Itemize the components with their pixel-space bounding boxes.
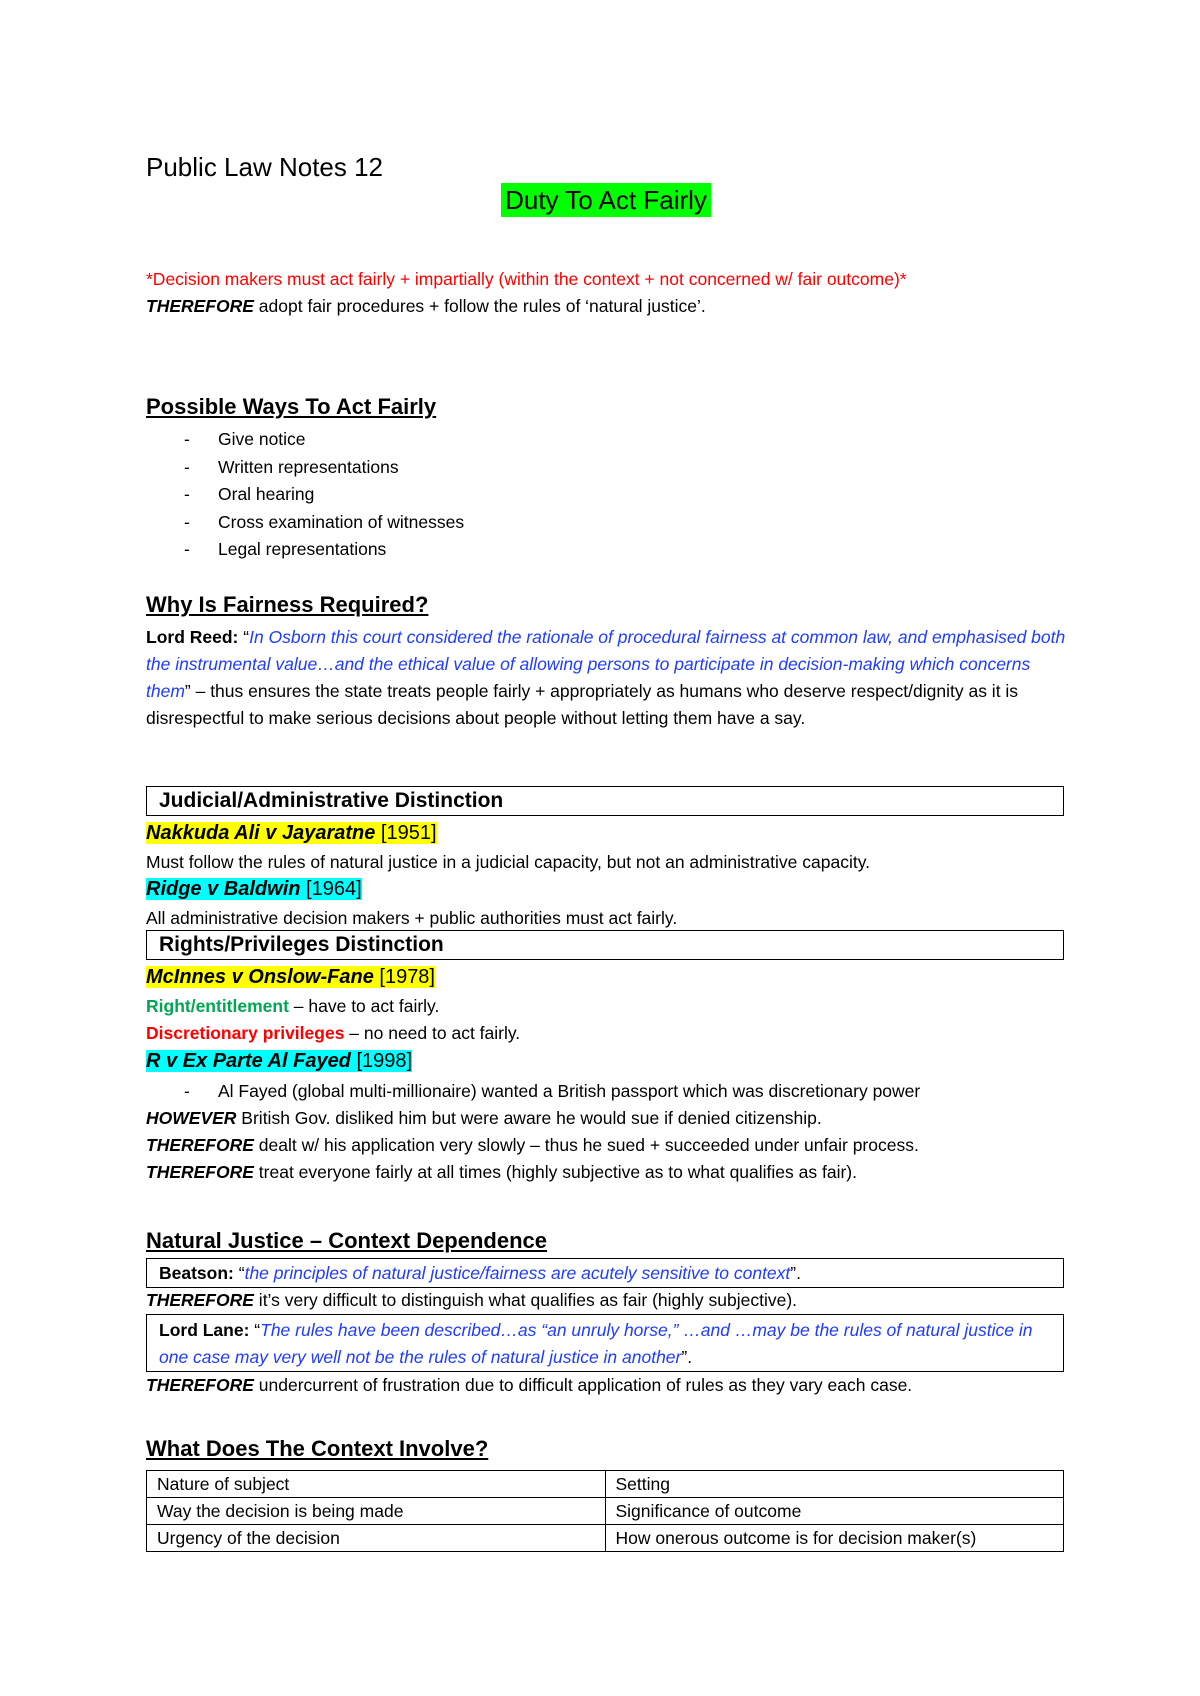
context-table (146, 1470, 1064, 1552)
page-title: Public Law Notes 12 (146, 152, 384, 182)
bullet-dash: - (184, 1081, 190, 1101)
table-row (147, 1471, 1064, 1498)
table-cell: Nature of subject (147, 1471, 606, 1498)
therefore-label: THEREFORE (146, 1290, 254, 1310)
therefore-line-1 (146, 1132, 919, 1158)
therefore-label: THEREFORE (146, 296, 254, 316)
intro-line-1: *Decision makers must act fairly + impartially (within the context + not concerned w/ fair outcome)* (146, 269, 907, 289)
therefore-text: treat everyone fairly at all times (highly subjective as to what qualifies as fair). (253, 1162, 857, 1182)
beatson-speaker: Beatson: (159, 1263, 234, 1283)
case-year: [1964] (300, 878, 362, 900)
table-cell: How onerous outcome is for decision maker(s) (605, 1525, 1064, 1552)
case-alfayed (146, 1048, 412, 1074)
case-year: [1951] (375, 822, 437, 844)
therefore-text: undercurrent of frustration due to difficult application of rules as they vary each case. (253, 1375, 913, 1395)
case-highlight (146, 1050, 412, 1072)
case-name: R v Ex Parte Al Fayed (146, 1050, 351, 1072)
right-line (146, 993, 439, 1019)
therefore-line-2 (146, 1159, 857, 1185)
case-year: [1978] (373, 966, 435, 988)
disc-label: Discretionary privileges (146, 1023, 345, 1043)
beatson-quote-box (146, 1258, 1064, 1288)
case-ridge (146, 876, 362, 902)
right-text: – have to act fairly. (288, 996, 440, 1016)
table-row (147, 1525, 1064, 1552)
intro-line-2-text: adopt fair procedures + follow the rules of ‘natural justice’. (253, 296, 706, 316)
subtitle-wrap (146, 185, 1066, 216)
case-year: [1998] (350, 1050, 413, 1072)
beatson-quote: the principles of natural justice/fairness are acutely sensitive to context (244, 1263, 791, 1283)
ways-list (146, 426, 464, 564)
case-name: Ridge v Baldwin (146, 878, 301, 900)
case-nakkuda-text: Must follow the rules of natural justice in a judicial capacity, but not an administrative capacity. (146, 852, 871, 872)
list-item: - Written representations (146, 454, 464, 482)
case-highlight (146, 822, 437, 844)
case-name: McInnes v Onslow-Fane (146, 966, 374, 988)
however-label: HOWEVER (146, 1108, 237, 1128)
case-nakkuda (146, 820, 437, 846)
list-item: - Oral hearing (146, 481, 464, 509)
intro-line-2 (146, 293, 706, 319)
natural-therefore-2 (146, 1372, 912, 1398)
alfayed-bullet (146, 1078, 920, 1104)
quote-open: “ (249, 1320, 261, 1340)
why-heading: Why Is Fairness Required? (146, 592, 429, 617)
list-item: - Legal representations (146, 536, 464, 564)
table-cell: Significance of outcome (605, 1498, 1064, 1525)
case-highlight (146, 966, 435, 988)
why-speaker: Lord Reed: (146, 627, 239, 647)
lane-quote: The rules have been described…as “an unruly horse,” …and …may be the rules of natural justice in one case may very well not be the rules of natural justice in another (159, 1320, 1033, 1367)
case-highlight (146, 878, 362, 900)
disc-line (146, 1020, 520, 1046)
quote-open: “ (233, 1263, 245, 1283)
table-cell: Urgency of the decision (147, 1525, 606, 1552)
case-ridge-text: All administrative decision makers + public authorities must act fairly. (146, 908, 678, 928)
therefore-label: THEREFORE (146, 1135, 254, 1155)
alfayed-bullet-text: Al Fayed (global multi-millionaire) wanted a British passport which was discretionary power (218, 1081, 921, 1101)
list-item: - Give notice (146, 426, 464, 454)
disc-text: – no need to act fairly. (344, 1023, 521, 1043)
why-paragraph: Lord Reed: “In Osborn this court considered the rationale of procedural fairness at common law, and emphasised both the instrumental value…and the ethical value of allowing persons to participate in decision-making which concerns them” – thus ensures the state treats people fairly + appropriately as humans who deserve respect/dignity as it is disrespectful to make serious decisions about people without letting them have a say. (146, 627, 1066, 728)
lane-speaker: Lord Lane: (159, 1320, 250, 1340)
therefore-label: THEREFORE (146, 1162, 254, 1182)
table-cell: Setting (605, 1471, 1064, 1498)
table-cell: Way the decision is being made (147, 1498, 606, 1525)
case-mcinnes (146, 964, 435, 990)
natural-therefore-1 (146, 1287, 797, 1313)
however-text: British Gov. disliked him but were aware he would sue if denied citizenship. (236, 1108, 822, 1128)
natural-heading: Natural Justice – Context Dependence (146, 1228, 548, 1253)
lane-quote-box (146, 1314, 1064, 1372)
therefore-label: THEREFORE (146, 1375, 254, 1395)
page-subtitle: Duty To Act Fairly (501, 183, 711, 217)
quote-close: ”. (790, 1263, 801, 1283)
quote-close: ”. (681, 1347, 693, 1367)
list-item: - Cross examination of witnesses (146, 509, 464, 537)
therefore-text: dealt w/ his application very slowly – thus he sued + succeeded under unfair process. (253, 1135, 919, 1155)
case-name: Nakkuda Ali v Jayaratne (146, 822, 376, 844)
however-line (146, 1105, 822, 1131)
context-heading: What Does The Context Involve? (146, 1436, 489, 1461)
right-label: Right/entitlement (146, 996, 289, 1016)
rights-heading: Rights/Privileges Distinction (146, 930, 1064, 960)
ways-heading: Possible Ways To Act Fairly (146, 394, 437, 419)
why-after: – thus ensures the state treats people fairly + appropriately as humans who deserve respect/dignity as it is disrespectful to make serious decisions about people without letting them have a say. (146, 681, 1019, 728)
judicial-heading: Judicial/Administrative Distinction (146, 786, 1064, 816)
table-row (147, 1498, 1064, 1525)
therefore-text: it’s very difficult to distinguish what qualifies as fair (highly subjective). (253, 1290, 798, 1310)
why-quote: In Osborn this court considered the rationale of procedural fairness at common law, and emphasised both the instrumental value…and the ethical value of allowing persons to participate in decision-making which concerns them (146, 627, 1066, 701)
